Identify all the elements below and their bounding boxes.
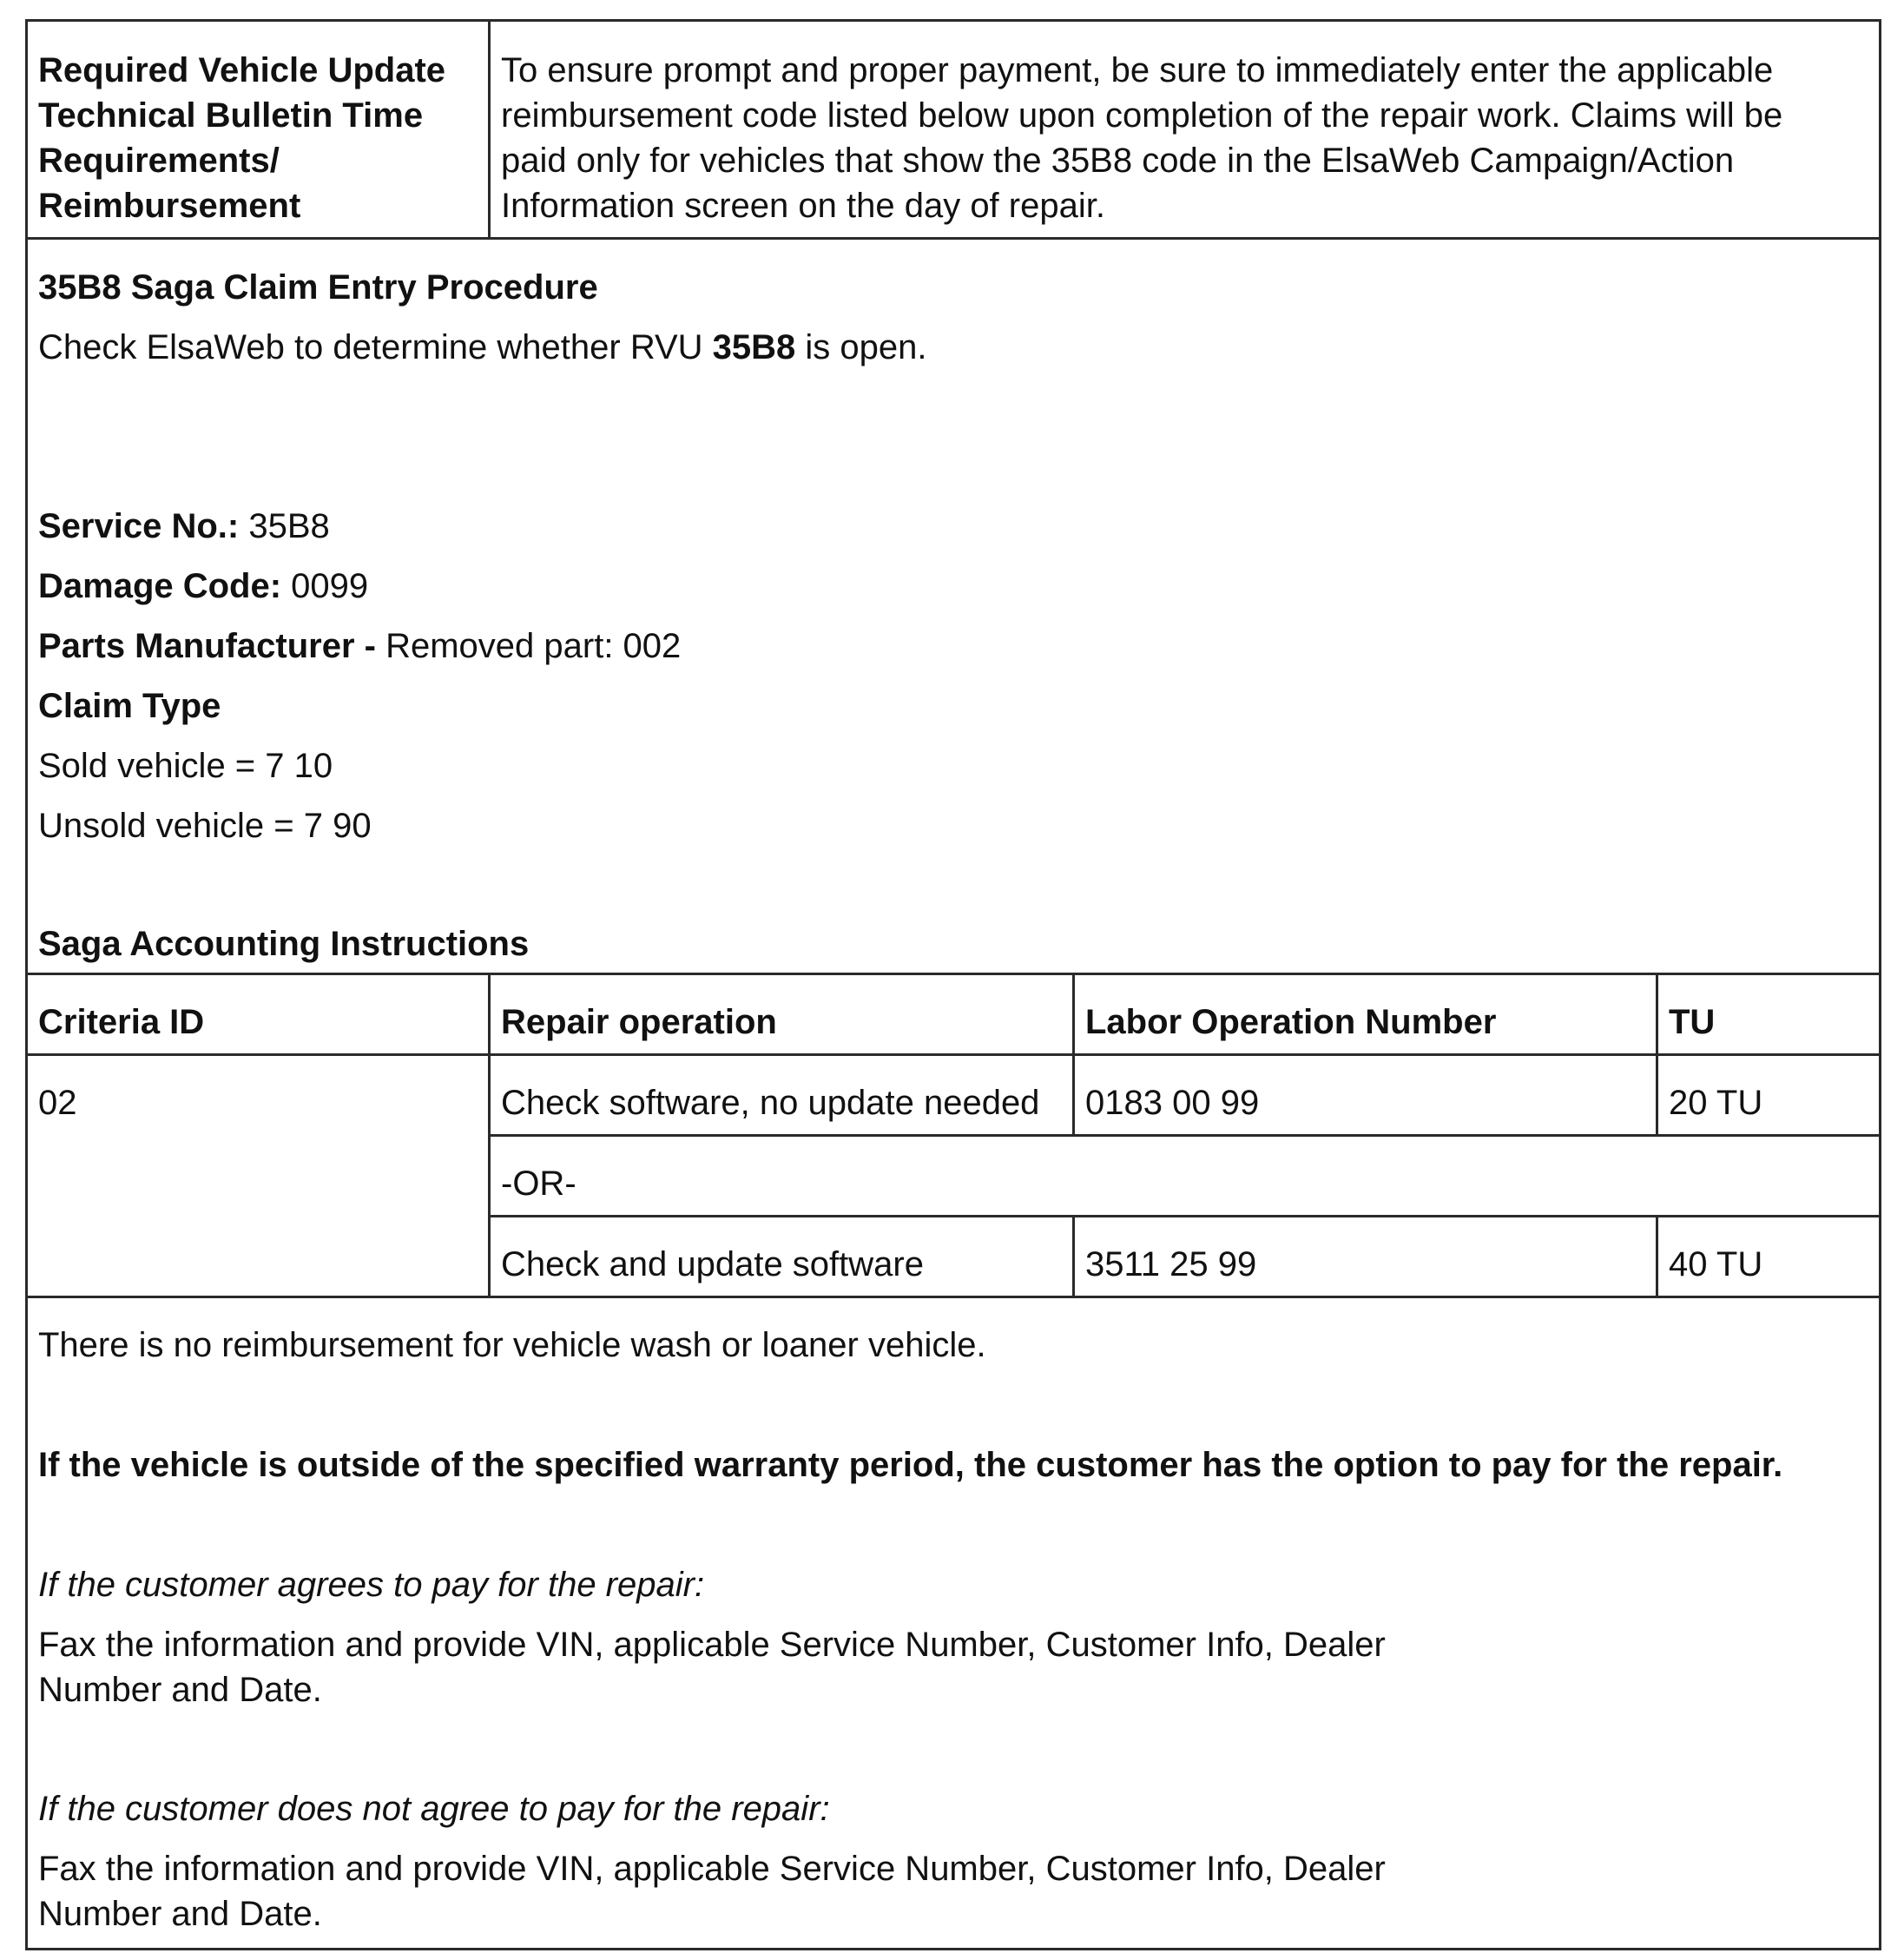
intro-line-2: reimbursement code listed below upon completion of the repair work. Claims will be [501, 96, 1783, 135]
header-title-line-3: Requirements/ [38, 142, 280, 180]
row-2-operation: Check and update software [501, 1245, 924, 1283]
disagrees-line-2: Number and Date. [38, 1895, 322, 1933]
no-reimbursement-note: There is no reimbursement for vehicle wash or loaner vehicle. [38, 1326, 986, 1364]
disagrees-label: If the customer does not agree to pay for the repair: [38, 1790, 830, 1828]
header-title-line-1: Required Vehicle Update [38, 51, 446, 89]
disagrees-line-1: Fax the information and provide VIN, applicable Service Number, Customer Info, Dealer [38, 1850, 1386, 1888]
row-1-operation: Check software, no update needed [501, 1084, 1040, 1122]
check-code: 35B8 [712, 328, 796, 366]
col-header-tu: TU [1669, 1003, 1716, 1041]
parts-value: Removed part: 002 [375, 627, 682, 665]
row-2-tu: 40 TU [1669, 1245, 1763, 1283]
agrees-label: If the customer agrees to pay for the repair: [38, 1566, 705, 1604]
damage-code [38, 564, 368, 609]
service-number [38, 504, 330, 549]
divider-table-top [28, 973, 1879, 975]
claim-heading: 35B8 Saga Claim Entry Procedure [38, 268, 598, 307]
divider-header [28, 237, 1879, 240]
intro-line-1: To ensure prompt and proper payment, be sure to immediately enter the applicable [501, 51, 1774, 89]
agrees-line-2: Number and Date. [38, 1671, 322, 1709]
bulletin-document [25, 19, 1881, 1950]
intro-line-3: paid only for vehicles that show the 35B8 code in the ElsaWeb Campaign/Action [501, 142, 1735, 180]
divider-table-header [28, 1053, 1879, 1056]
header-title-line-2: Technical Bulletin Time [38, 96, 424, 135]
claim-check-text [38, 325, 927, 370]
accounting-heading: Saga Accounting Instructions [38, 925, 530, 963]
agrees-line-1: Fax the information and provide VIN, applicable Service Number, Customer Info, Dealer [38, 1626, 1386, 1664]
claim-type-label: Claim Type [38, 687, 221, 725]
sold-vehicle: Sold vehicle = 7 10 [38, 747, 333, 785]
intro-line-4: Information screen on the day of repair. [501, 187, 1105, 225]
divider-or-row [488, 1215, 1879, 1217]
divider-col-2a [1072, 973, 1075, 1134]
warranty-note: If the vehicle is outside of the specified warranty period, the customer has the option to pay for the repair. [38, 1446, 1783, 1484]
col-header-criteria-id: Criteria ID [38, 1003, 205, 1041]
check-prefix: Check ElsaWeb to determine whether RVU [38, 328, 713, 366]
divider-col-2b [1072, 1215, 1075, 1296]
divider-row-1 [488, 1134, 1879, 1137]
divider-col-3a [1656, 973, 1658, 1134]
row-1-tu: 20 TU [1669, 1084, 1763, 1122]
check-suffix: is open. [795, 328, 927, 366]
row-1-labor: 0183 00 99 [1085, 1084, 1260, 1122]
divider-col-1 [488, 973, 491, 1296]
damage-label: Damage Code: [38, 567, 282, 605]
parts-label: Parts Manufacturer - [38, 627, 376, 665]
header-title-line-4: Reimbursement [38, 187, 301, 225]
damage-value: 0099 [281, 567, 369, 605]
service-label: Service No.: [38, 507, 240, 545]
divider-table-bottom [28, 1296, 1879, 1298]
unsold-vehicle: Unsold vehicle = 7 90 [38, 807, 372, 845]
col-header-repair-operation: Repair operation [501, 1003, 777, 1041]
criteria-id-value: 02 [38, 1084, 77, 1122]
service-value: 35B8 [239, 507, 330, 545]
row-2-labor: 3511 25 99 [1085, 1245, 1257, 1283]
or-label: -OR- [501, 1165, 576, 1203]
divider-header-vertical [488, 22, 491, 237]
col-header-labor-operation: Labor Operation Number [1085, 1003, 1497, 1041]
parts-manufacturer [38, 624, 681, 669]
divider-col-3b [1656, 1215, 1658, 1296]
